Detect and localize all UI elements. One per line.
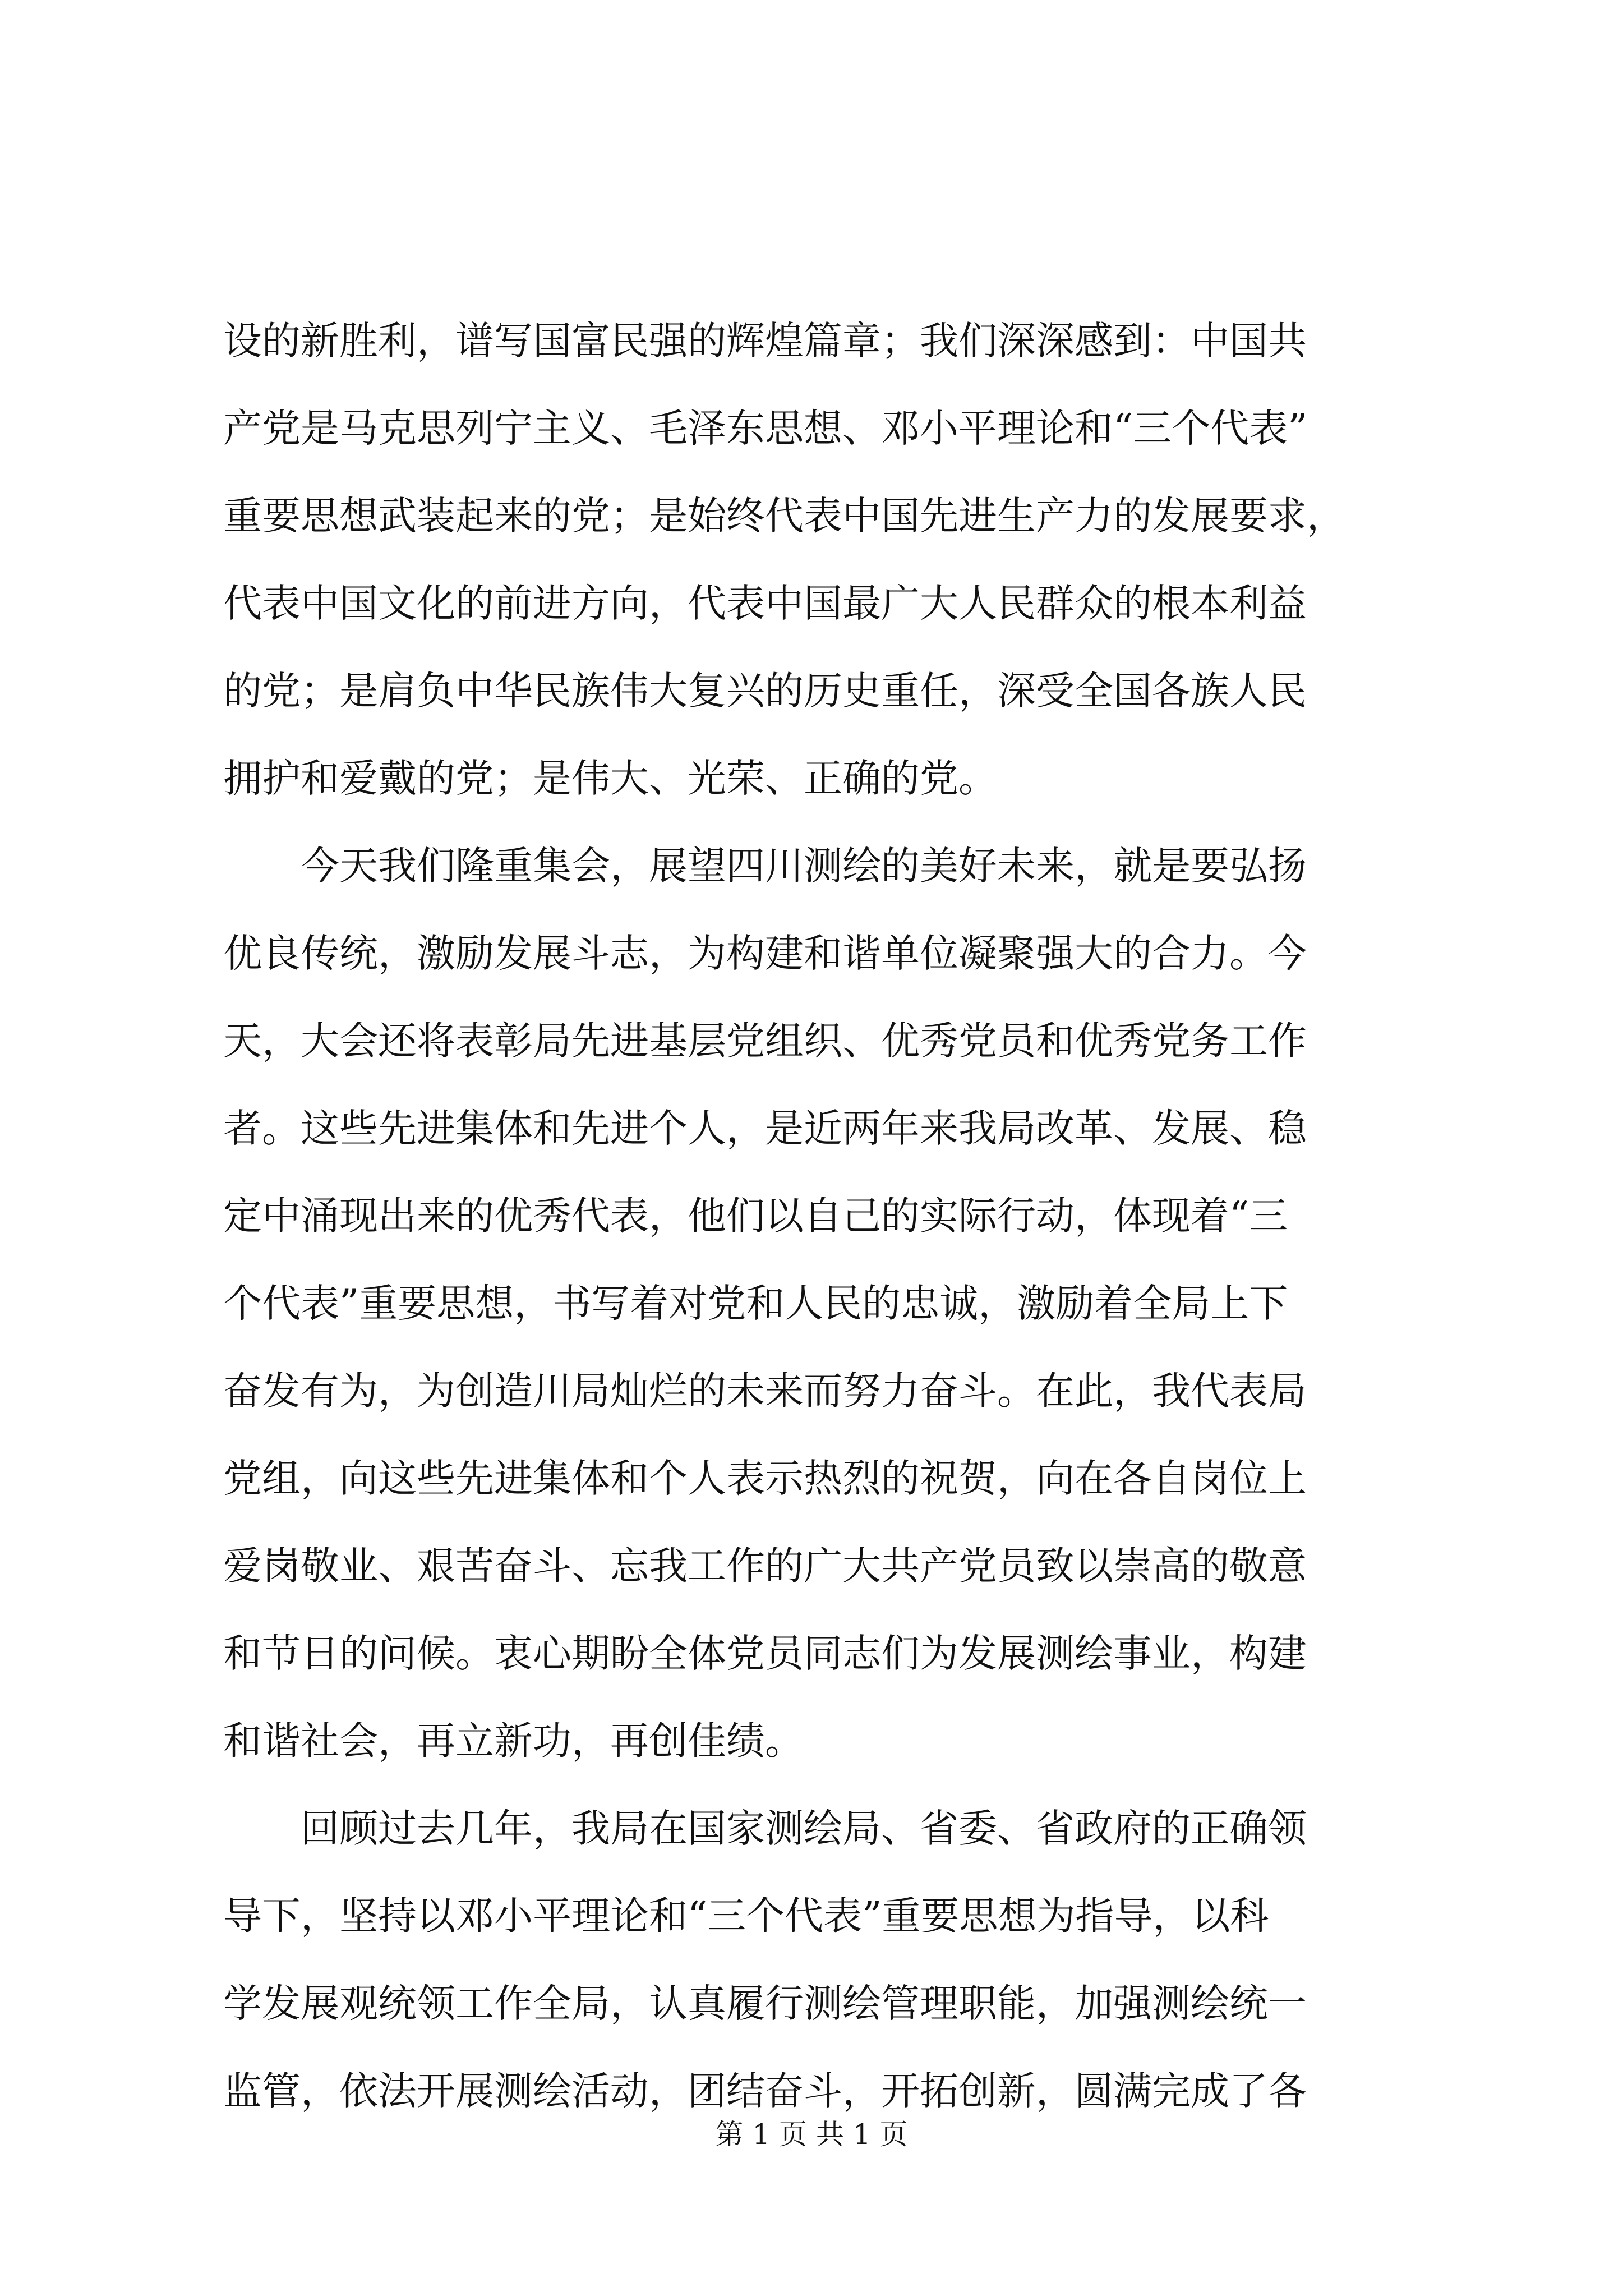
- text-line: 奋发有为，为创造川局灿烂的未来而努力奋斗。在此，我代表局: [223, 1369, 1307, 1414]
- text-line: 优良传统，激励发展斗志，为构建和谐单位凝聚强大的合力。今: [223, 931, 1307, 976]
- text-line: 学发展观统领工作全局，认真履行测绘管理职能，加强测绘统一: [223, 1981, 1307, 2026]
- text-line: 和谐社会，再立新功，再创佳绩。: [223, 1719, 804, 1764]
- text-line: 爱岗敬业、艰苦奋斗、忘我工作的广大共产党员致以崇高的敬意: [223, 1544, 1307, 1589]
- text-line: 的党；是肩负中华民族伟大复兴的历史重任，深受全国各族人民: [223, 669, 1307, 714]
- text-line: 拥护和爱戴的党；是伟大、光荣、正确的党。: [223, 756, 997, 801]
- text-line: 代表中国文化的前进方向，代表中国最广大人民群众的根本利益: [223, 581, 1307, 626]
- text-line: 个代表”重要思想，书写着对党和人民的忠诚，激励着全局上下: [223, 1281, 1288, 1326]
- page-footer: 第 1 页 共 1 页: [715, 2118, 908, 2151]
- text-line: 今天我们隆重集会，展望四川测绘的美好未来，就是要弘扬: [301, 844, 1307, 889]
- text-line: 定中涌现出来的优秀代表，他们以自己的实际行动，体现着“三: [223, 1194, 1288, 1239]
- text-line: 产党是马克思列宁主义、毛泽东思想、邓小平理论和“三个代表”: [223, 406, 1308, 451]
- body-text: [223, 297, 1429, 2135]
- text-line: 天，大会还将表彰局先进基层党组织、优秀党员和优秀党务工作: [223, 1019, 1307, 1064]
- text-line: 者。这些先进集体和先进个人，是近两年来我局改革、发展、稳: [223, 1106, 1307, 1151]
- text-line: 重要思想武装起来的党；是始终代表中国先进生产力的发展要求，: [223, 494, 1345, 539]
- text-line: 设的新胜利，谱写国富民强的辉煌篇章；我们深深感到：中国共: [223, 319, 1307, 364]
- text-line: 导下，坚持以邓小平理论和“三个代表”重要思想为指导，以科: [223, 1894, 1269, 1939]
- text-line: 监管，依法开展测绘活动，团结奋斗，开拓创新，圆满完成了各: [223, 2069, 1307, 2114]
- text-line: 党组，向这些先进集体和个人表示热烈的祝贺，向在各自岗位上: [223, 1456, 1307, 1501]
- text-line: 回顾过去几年，我局在国家测绘局、省委、省政府的正确领: [301, 1806, 1307, 1851]
- text-line: 和节日的问候。衷心期盼全体党员同志们为发展测绘事业，构建: [223, 1631, 1307, 1676]
